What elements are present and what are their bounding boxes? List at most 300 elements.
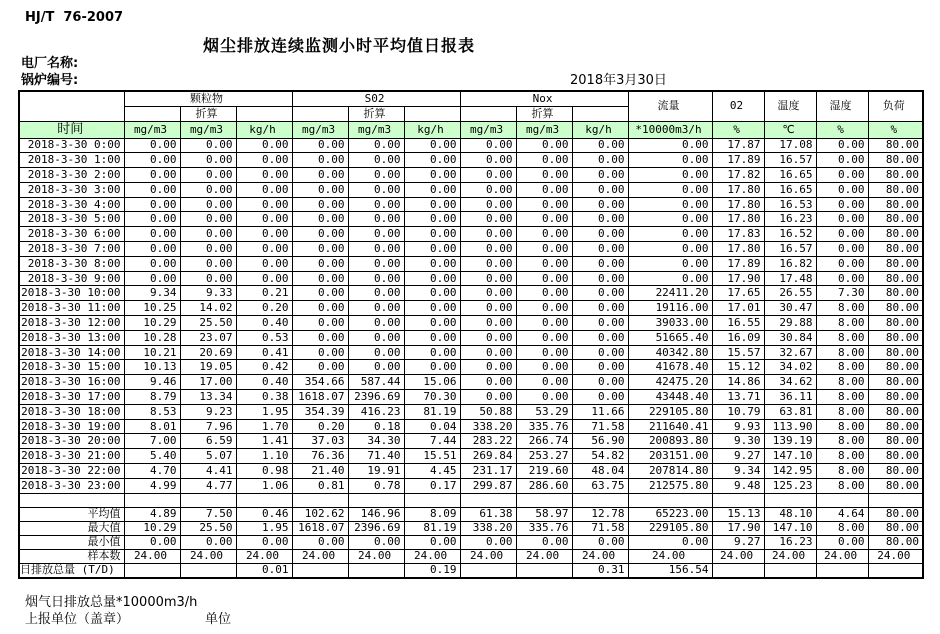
value-cell: 8.00 — [816, 464, 868, 479]
value-cell: 23.07 — [180, 330, 236, 345]
table-row — [19, 404, 923, 419]
value-cell: 4.99 — [124, 478, 180, 493]
value-cell: 0.00 — [348, 197, 404, 212]
value-cell: 0.00 — [236, 138, 292, 153]
total-value-cell — [868, 563, 923, 578]
value-cell: 0.00 — [292, 345, 348, 360]
value-cell: 0.00 — [460, 390, 516, 405]
value-cell: 0.00 — [572, 212, 628, 227]
summary-value-cell: 0.00 — [292, 535, 348, 549]
total-value-cell: 0.01 — [236, 563, 292, 578]
value-cell: 16.09 — [712, 330, 764, 345]
value-cell: 71.40 — [348, 449, 404, 464]
time-cell: 2018-3-30 1:00 — [19, 153, 124, 168]
value-cell: 10.25 — [124, 301, 180, 316]
value-cell: 80.00 — [868, 375, 923, 390]
value-cell: 0.00 — [628, 168, 712, 183]
time-cell: 2018-3-30 23:00 — [19, 478, 124, 493]
table-row — [19, 271, 923, 286]
summary-value-cell: 24.00 — [868, 549, 923, 563]
value-cell: 0.40 — [236, 316, 292, 331]
table-row — [19, 390, 923, 405]
summary-value-cell: 24.00 — [236, 549, 292, 563]
table-row — [19, 256, 923, 271]
nox-raw-spacer — [460, 106, 516, 121]
time-cell: 2018-3-30 2:00 — [19, 168, 124, 183]
value-cell: 50.88 — [460, 404, 516, 419]
value-cell: 16.23 — [764, 212, 816, 227]
time-cell: 2018-3-30 13:00 — [19, 330, 124, 345]
value-cell: 0.21 — [236, 286, 292, 301]
total-value-cell: 0.19 — [404, 563, 460, 578]
value-cell: 0.00 — [628, 227, 712, 242]
value-cell: 17.48 — [764, 271, 816, 286]
summary-value-cell: 0.00 — [628, 535, 712, 549]
summary-value-cell: 4.64 — [816, 507, 868, 521]
nox-converted-label: 折算 — [516, 106, 572, 121]
value-cell: 80.00 — [868, 138, 923, 153]
value-cell: 0.04 — [404, 419, 460, 434]
summary-label-cell: 平均值 — [19, 507, 124, 521]
blank-cell — [816, 493, 868, 507]
value-cell: 0.00 — [460, 138, 516, 153]
value-cell: 30.84 — [764, 330, 816, 345]
total-value-cell — [516, 563, 572, 578]
so2-mg-unit: mg/m3 — [292, 121, 348, 138]
total-value-cell — [764, 563, 816, 578]
unit-label: 单位 — [205, 612, 232, 627]
time-cell: 2018-3-30 0:00 — [19, 138, 124, 153]
value-cell: 4.77 — [180, 478, 236, 493]
value-cell: 0.00 — [404, 271, 460, 286]
summary-value-cell: 71.58 — [572, 521, 628, 535]
summary-value-cell: 24.00 — [348, 549, 404, 563]
value-cell: 80.00 — [868, 212, 923, 227]
value-cell: 7.30 — [816, 286, 868, 301]
value-cell: 203151.00 — [628, 449, 712, 464]
summary-value-cell: 24.00 — [572, 549, 628, 563]
value-cell: 17.90 — [712, 271, 764, 286]
column-temperature: 温度 — [764, 91, 816, 121]
summary-value-cell: 24.00 — [628, 549, 712, 563]
value-cell: 338.20 — [460, 419, 516, 434]
value-cell: 13.34 — [180, 390, 236, 405]
summary-value-cell: 80.00 — [868, 521, 923, 535]
value-cell: 0.00 — [816, 227, 868, 242]
value-cell: 0.00 — [460, 182, 516, 197]
value-cell: 354.39 — [292, 404, 348, 419]
blank-cell — [868, 493, 923, 507]
value-cell: 0.00 — [816, 212, 868, 227]
table-row — [19, 212, 923, 227]
value-cell: 0.00 — [236, 242, 292, 257]
summary-value-cell: 0.00 — [348, 535, 404, 549]
time-column-header: 时间 — [19, 121, 124, 138]
value-cell: 0.00 — [572, 182, 628, 197]
value-cell: 17.65 — [712, 286, 764, 301]
summary-label-cell: 样本数 — [19, 549, 124, 563]
value-cell: 0.00 — [236, 182, 292, 197]
value-cell: 13.71 — [712, 390, 764, 405]
value-cell: 0.00 — [572, 390, 628, 405]
standard-code: HJ/T 76-2007 — [25, 10, 124, 25]
table-row — [19, 535, 923, 549]
report-table-body — [19, 138, 923, 578]
value-cell: 0.00 — [572, 345, 628, 360]
value-cell: 0.00 — [628, 153, 712, 168]
value-cell: 8.00 — [816, 434, 868, 449]
table-row — [19, 360, 923, 375]
value-cell: 19.05 — [180, 360, 236, 375]
value-cell: 0.00 — [236, 271, 292, 286]
value-cell: 80.00 — [868, 301, 923, 316]
value-cell: 17.80 — [712, 197, 764, 212]
total-value-cell: 0.31 — [572, 563, 628, 578]
value-cell: 29.88 — [764, 316, 816, 331]
page-title: 烟尘排放连续监测小时平均值日报表 — [203, 36, 476, 55]
value-cell: 80.00 — [868, 256, 923, 271]
pm-kg-unit: kg/h — [236, 121, 292, 138]
value-cell: 0.00 — [292, 256, 348, 271]
value-cell: 8.00 — [816, 316, 868, 331]
value-cell: 56.90 — [572, 434, 628, 449]
value-cell: 80.00 — [868, 419, 923, 434]
value-cell: 4.41 — [180, 464, 236, 479]
total-value-cell — [712, 563, 764, 578]
value-cell: 1.95 — [236, 404, 292, 419]
value-cell: 113.90 — [764, 419, 816, 434]
value-cell: 16.52 — [764, 227, 816, 242]
value-cell: 37.03 — [292, 434, 348, 449]
value-cell: 0.00 — [348, 360, 404, 375]
table-row — [19, 153, 923, 168]
value-cell: 0.00 — [628, 256, 712, 271]
value-cell: 0.00 — [180, 212, 236, 227]
time-cell: 2018-3-30 8:00 — [19, 256, 124, 271]
value-cell: 1.06 — [236, 478, 292, 493]
value-cell: 0.00 — [628, 242, 712, 257]
value-cell: 0.00 — [816, 153, 868, 168]
value-cell: 0.00 — [404, 153, 460, 168]
value-cell: 0.00 — [236, 227, 292, 242]
flue-gas-total-note: 烟气日排放总量*10000m3/h — [25, 595, 198, 610]
value-cell: 7.00 — [124, 434, 180, 449]
value-cell: 21.40 — [292, 464, 348, 479]
value-cell: 0.00 — [404, 330, 460, 345]
value-cell: 0.00 — [572, 153, 628, 168]
summary-value-cell: 24.00 — [764, 549, 816, 563]
time-cell: 2018-3-30 11:00 — [19, 301, 124, 316]
value-cell: 0.00 — [292, 168, 348, 183]
nox-mg-unit: mg/m3 — [460, 121, 516, 138]
value-cell: 0.00 — [348, 182, 404, 197]
value-cell: 0.00 — [348, 138, 404, 153]
value-cell: 30.47 — [764, 301, 816, 316]
summary-value-cell: 12.78 — [572, 507, 628, 521]
value-cell: 0.00 — [236, 153, 292, 168]
value-cell: 0.00 — [816, 182, 868, 197]
value-cell: 48.04 — [572, 464, 628, 479]
column-flow: 流量 — [628, 91, 712, 121]
value-cell: 0.00 — [572, 197, 628, 212]
value-cell: 0.00 — [180, 138, 236, 153]
summary-value-cell: 10.29 — [124, 521, 180, 535]
time-cell: 2018-3-30 9:00 — [19, 271, 124, 286]
value-cell: 283.22 — [460, 434, 516, 449]
value-cell: 0.00 — [124, 153, 180, 168]
time-cell: 2018-3-30 12:00 — [19, 316, 124, 331]
value-cell: 8.01 — [124, 419, 180, 434]
time-cell: 2018-3-30 7:00 — [19, 242, 124, 257]
value-cell: 0.00 — [404, 345, 460, 360]
value-cell: 17.01 — [712, 301, 764, 316]
value-cell: 0.00 — [404, 256, 460, 271]
time-cell: 2018-3-30 15:00 — [19, 360, 124, 375]
value-cell: 231.17 — [460, 464, 516, 479]
column-group-pm: 颗粒物 — [124, 91, 292, 106]
value-cell: 0.00 — [124, 256, 180, 271]
total-value-cell — [124, 563, 180, 578]
value-cell: 0.00 — [348, 256, 404, 271]
value-cell: 0.00 — [460, 153, 516, 168]
value-cell: 286.60 — [516, 478, 572, 493]
time-cell: 2018-3-30 20:00 — [19, 434, 124, 449]
summary-value-cell: 0.00 — [816, 535, 868, 549]
value-cell: 16.82 — [764, 256, 816, 271]
value-cell: 0.00 — [460, 168, 516, 183]
value-cell: 0.00 — [516, 360, 572, 375]
summary-label-cell: 最大值 — [19, 521, 124, 535]
value-cell: 9.93 — [712, 419, 764, 434]
time-cell: 2018-3-30 19:00 — [19, 419, 124, 434]
value-cell: 8.53 — [124, 404, 180, 419]
table-row — [19, 549, 923, 563]
value-cell: 80.00 — [868, 286, 923, 301]
blank-cell — [19, 493, 124, 507]
value-cell: 8.00 — [816, 360, 868, 375]
value-cell: 8.00 — [816, 478, 868, 493]
summary-value-cell: 102.62 — [292, 507, 348, 521]
value-cell: 0.00 — [348, 153, 404, 168]
summary-value-cell: 0.00 — [460, 535, 516, 549]
value-cell: 5.40 — [124, 449, 180, 464]
value-cell: 0.00 — [516, 301, 572, 316]
value-cell: 0.00 — [516, 212, 572, 227]
value-cell: 1.10 — [236, 449, 292, 464]
value-cell: 0.81 — [292, 478, 348, 493]
value-cell: 299.87 — [460, 478, 516, 493]
value-cell: 10.13 — [124, 360, 180, 375]
summary-value-cell: 0.00 — [124, 535, 180, 549]
summary-value-cell: 8.09 — [404, 507, 460, 521]
value-cell: 0.00 — [572, 168, 628, 183]
blank-cell — [572, 493, 628, 507]
blank-cell — [236, 493, 292, 507]
value-cell: 9.33 — [180, 286, 236, 301]
value-cell: 0.00 — [124, 212, 180, 227]
value-cell: 22411.20 — [628, 286, 712, 301]
value-cell: 17.82 — [712, 168, 764, 183]
value-cell: 14.86 — [712, 375, 764, 390]
value-cell: 0.00 — [124, 138, 180, 153]
summary-value-cell: 24.00 — [516, 549, 572, 563]
summary-value-cell: 338.20 — [460, 521, 516, 535]
value-cell: 25.50 — [180, 316, 236, 331]
value-cell: 0.00 — [572, 271, 628, 286]
value-cell: 80.00 — [868, 182, 923, 197]
value-cell: 15.51 — [404, 449, 460, 464]
table-row — [19, 182, 923, 197]
summary-value-cell: 1618.07 — [292, 521, 348, 535]
value-cell: 0.00 — [516, 330, 572, 345]
value-cell: 16.53 — [764, 197, 816, 212]
summary-value-cell: 0.00 — [180, 535, 236, 549]
table-row — [19, 464, 923, 479]
value-cell: 0.00 — [348, 286, 404, 301]
o2-unit: % — [712, 121, 764, 138]
summary-value-cell: 80.00 — [868, 507, 923, 521]
total-label-cell: 日排放总量 (T/D) — [19, 563, 124, 578]
value-cell: 0.00 — [460, 360, 516, 375]
value-cell: 51665.40 — [628, 330, 712, 345]
value-cell: 0.00 — [236, 197, 292, 212]
table-row — [19, 507, 923, 521]
so2-raw-spacer — [292, 106, 348, 121]
value-cell: 0.00 — [516, 138, 572, 153]
value-cell: 0.00 — [404, 197, 460, 212]
total-value-cell — [292, 563, 348, 578]
value-cell: 0.00 — [180, 227, 236, 242]
value-cell: 10.29 — [124, 316, 180, 331]
value-cell: 15.57 — [712, 345, 764, 360]
summary-label-cell: 最小值 — [19, 535, 124, 549]
nox-rate-spacer — [572, 106, 628, 121]
value-cell: 0.00 — [460, 271, 516, 286]
value-cell: 0.00 — [292, 316, 348, 331]
summary-value-cell: 1.95 — [236, 521, 292, 535]
value-cell: 76.36 — [292, 449, 348, 464]
value-cell: 17.89 — [712, 153, 764, 168]
value-cell: 0.41 — [236, 345, 292, 360]
value-cell: 4.45 — [404, 464, 460, 479]
value-cell: 41678.40 — [628, 360, 712, 375]
summary-value-cell: 24.00 — [292, 549, 348, 563]
summary-value-cell: 8.00 — [816, 521, 868, 535]
value-cell: 0.00 — [292, 138, 348, 153]
value-cell: 1.41 — [236, 434, 292, 449]
summary-value-cell: 25.50 — [180, 521, 236, 535]
value-cell: 0.00 — [816, 197, 868, 212]
value-cell: 0.00 — [572, 256, 628, 271]
value-cell: 80.00 — [868, 242, 923, 257]
value-cell: 0.00 — [292, 153, 348, 168]
value-cell: 20.69 — [180, 345, 236, 360]
value-cell: 17.87 — [712, 138, 764, 153]
value-cell: 0.00 — [292, 271, 348, 286]
table-row — [19, 375, 923, 390]
value-cell: 0.00 — [348, 168, 404, 183]
time-cell: 2018-3-30 17:00 — [19, 390, 124, 405]
value-cell: 0.00 — [516, 345, 572, 360]
value-cell: 9.23 — [180, 404, 236, 419]
blank-cell — [712, 493, 764, 507]
value-cell: 142.95 — [764, 464, 816, 479]
value-cell: 0.00 — [236, 168, 292, 183]
summary-value-cell: 58.97 — [516, 507, 572, 521]
value-cell: 16.57 — [764, 153, 816, 168]
value-cell: 43448.40 — [628, 390, 712, 405]
pm-raw-spacer — [124, 106, 180, 121]
value-cell: 0.00 — [572, 286, 628, 301]
value-cell: 0.00 — [572, 227, 628, 242]
value-cell: 8.00 — [816, 404, 868, 419]
value-cell: 0.00 — [628, 182, 712, 197]
blank-cell — [348, 493, 404, 507]
column-load: 负荷 — [868, 91, 923, 121]
value-cell: 354.66 — [292, 375, 348, 390]
value-cell: 147.10 — [764, 449, 816, 464]
value-cell: 53.29 — [516, 404, 572, 419]
value-cell: 34.02 — [764, 360, 816, 375]
value-cell: 0.78 — [348, 478, 404, 493]
value-cell: 0.00 — [124, 197, 180, 212]
value-cell: 0.00 — [124, 242, 180, 257]
value-cell: 8.00 — [816, 419, 868, 434]
value-cell: 0.00 — [516, 316, 572, 331]
value-cell: 15.12 — [712, 360, 764, 375]
so2-rate-spacer — [404, 106, 460, 121]
total-value-cell — [180, 563, 236, 578]
value-cell: 229105.80 — [628, 404, 712, 419]
table-row — [19, 563, 923, 578]
report-date: 2018年3月30日 — [570, 73, 667, 88]
value-cell: 0.00 — [628, 212, 712, 227]
value-cell: 7.96 — [180, 419, 236, 434]
value-cell: 0.00 — [572, 301, 628, 316]
value-cell: 71.58 — [572, 419, 628, 434]
summary-value-cell: 229105.80 — [628, 521, 712, 535]
value-cell: 0.00 — [404, 138, 460, 153]
value-cell: 0.00 — [236, 212, 292, 227]
value-cell: 0.00 — [460, 197, 516, 212]
value-cell: 17.80 — [712, 212, 764, 227]
pm-rate-spacer — [236, 106, 292, 121]
value-cell: 8.00 — [816, 449, 868, 464]
table-row — [19, 301, 923, 316]
load-unit: % — [868, 121, 923, 138]
value-cell: 0.00 — [516, 286, 572, 301]
pm-converted-unit: mg/m3 — [180, 121, 236, 138]
value-cell: 8.00 — [816, 390, 868, 405]
value-cell: 0.00 — [516, 197, 572, 212]
value-cell: 0.00 — [460, 345, 516, 360]
blank-cell — [516, 493, 572, 507]
summary-value-cell: 48.10 — [764, 507, 816, 521]
time-cell: 2018-3-30 18:00 — [19, 404, 124, 419]
summary-value-cell: 15.13 — [712, 507, 764, 521]
blank-cell — [764, 493, 816, 507]
column-humidity: 湿度 — [816, 91, 868, 121]
value-cell: 6.59 — [180, 434, 236, 449]
value-cell: 8.00 — [816, 330, 868, 345]
value-cell: 0.00 — [460, 375, 516, 390]
value-cell: 15.06 — [404, 375, 460, 390]
value-cell: 0.00 — [180, 182, 236, 197]
table-row — [19, 449, 923, 464]
value-cell: 0.00 — [404, 227, 460, 242]
value-cell: 0.00 — [348, 330, 404, 345]
emission-report-table — [18, 90, 924, 579]
